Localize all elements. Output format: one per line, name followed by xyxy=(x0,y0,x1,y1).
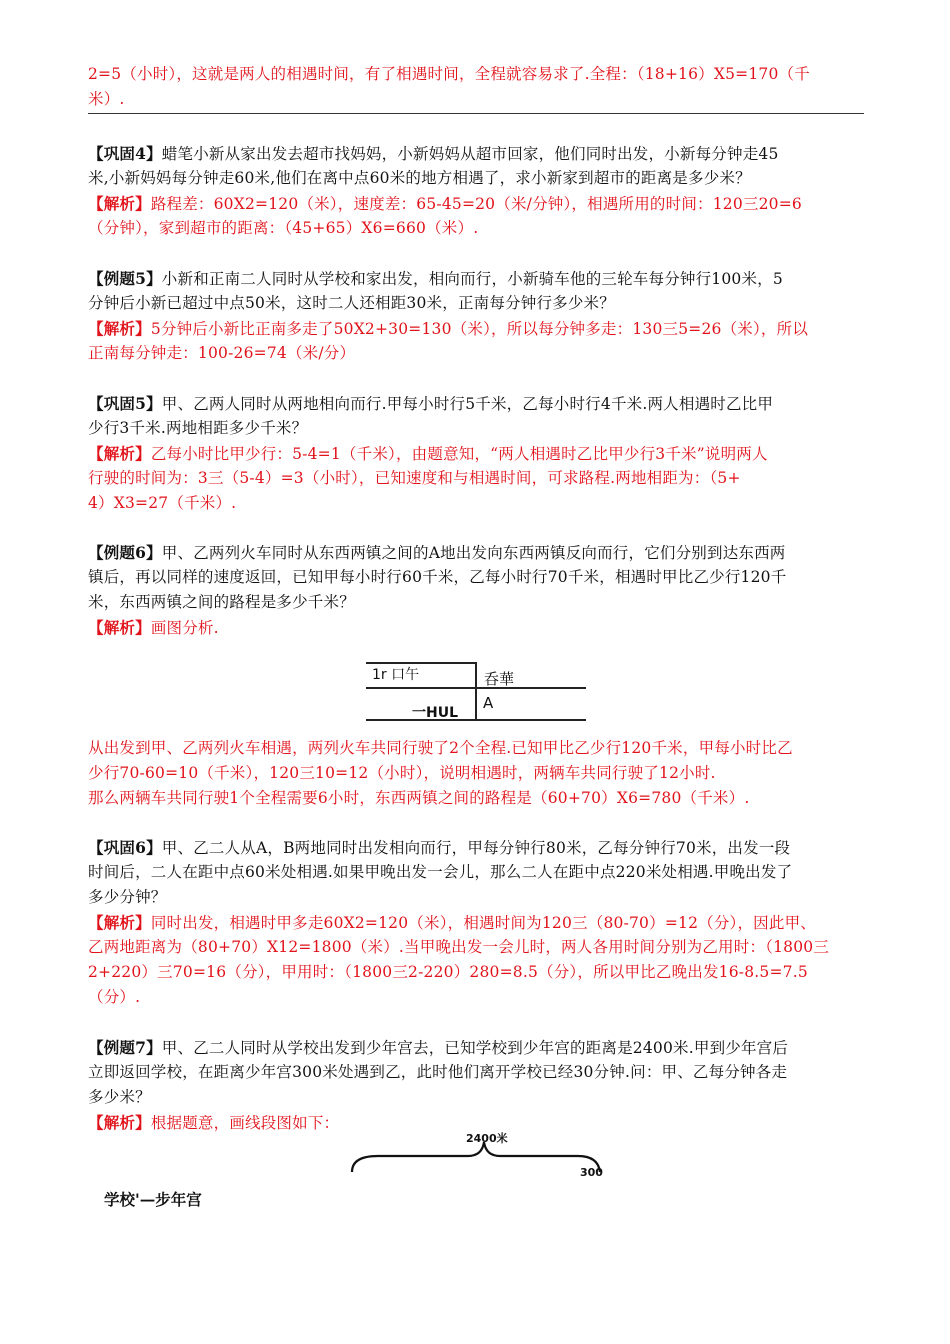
gonggu4-answer-tag: 【解析】 xyxy=(88,194,151,213)
liti7-a1: 根据题意，画线段图如下： xyxy=(150,1114,340,1132)
segment-diagram xyxy=(348,1132,604,1178)
liti6-question-line-1 xyxy=(88,540,864,566)
gonggu4-question-line-1 xyxy=(88,141,864,167)
liti6-solution-line-3: 那么两辆车共同行驶1个全程需要6小时，东西两镇之间的路程是（60+70）X6=780（千米）. xyxy=(88,789,750,807)
liti5-a1: 5分钟后小新比正南多走了50X2+30=130（米），所以每分钟多走：130三5=26（米），所以 xyxy=(150,320,809,338)
diagram-label-top-right: 呑華 xyxy=(484,670,515,688)
liti7-question-line-1 xyxy=(88,1035,864,1061)
diagram-label-a: A xyxy=(483,694,494,712)
gonggu6-question-line-2: 时间后，二人在距中点60米处相遇.如果甲晚出发一会儿，那么二人在距中点220米处相遇.甲晚出发了 xyxy=(88,863,793,881)
gonggu6-question-line-3: 多少分钟？ xyxy=(88,888,167,906)
gonggu6-answer-line-4: （分）. xyxy=(88,988,141,1006)
gonggu4-answer-line-2: （分钟），家到超市的距离：（45+65）X6=660（米）. xyxy=(88,219,479,237)
liti6-solution-line-1: 从出发到甲、乙两列火车相遇，两列火车共同行驶了2个全程.已知甲比乙少行120千米，甲每小时比乙 xyxy=(88,739,793,757)
liti6-solution-line-2: 少行70-60=10（千米），120三10=12（小时），说明相遇时，两辆车共同行驶了12小时. xyxy=(88,764,716,782)
gonggu4-q1: 蜡笔小新从家出发去超市找妈妈，小新妈妈从超市回家，他们同时出发，小新每分钟走45 xyxy=(161,145,779,163)
diagram-divider-line xyxy=(475,662,477,720)
gonggu6-a1: 同时出发，相遇时甲多走60X2=120（米），相遇时间为120三（80-70）=12（分），因此甲、 xyxy=(150,914,816,932)
liti6-a1: 画图分析. xyxy=(150,619,219,637)
gonggu6-answer-line-1 xyxy=(88,910,864,936)
gonggu4-answer-line-1 xyxy=(88,191,864,217)
gonggu5-answer-line-3: 4）X3=27（千米）. xyxy=(88,494,237,512)
segment-total-label: 2400米 xyxy=(466,1132,508,1145)
liti6-answer-tag: 【解析】 xyxy=(88,618,151,637)
diagram-label-top-left: 1r 口午 xyxy=(372,667,420,683)
liti5-answer-tag: 【解析】 xyxy=(88,319,151,338)
liti7-answer-tag: 【解析】 xyxy=(88,1113,151,1132)
liti6-answer-line-1 xyxy=(88,615,864,641)
liti6-question-line-2: 镇后，再以同样的速度返回，已知甲每小时行60千米，乙每小时行70千米，相遇时甲比乙少行120千 xyxy=(88,568,787,586)
gonggu6-answer-line-3: 2+220）三70=16（分），甲用时：（1800三2-220）280=8.5（分），所以甲比乙晚出发16-8.5=7.5 xyxy=(88,963,808,981)
liti7-question-line-2: 立即返回学校，在距离少年宫300米处遇到乙，此时他们离开学校已经30分钟.问：甲、乙每分钟各走 xyxy=(88,1063,788,1081)
gonggu5-a1: 乙每小时比甲少行：5-4=1（千米），由题意知，“两人相遇时乙比甲少行3千米”说明两人 xyxy=(150,445,768,463)
gonggu6-answer-tag: 【解析】 xyxy=(88,913,151,932)
gonggu4-question-line-2: 米,小新妈妈每分钟走60米,他们在离中点60米的地方相遇了，求小新家到超市的距离是多少米？ xyxy=(88,169,751,187)
liti5-tag: 【例题5】 xyxy=(88,269,162,288)
gonggu4-a1: 路程差：60X2=120（米），速度差：65-45=20（米/分钟），相遇所用的时间：120三20=6 xyxy=(150,195,802,213)
intro-line-2: 米）. xyxy=(88,90,125,108)
gonggu6-answer-line-2: 乙两地距离为（80+70）X12=1800（米）.当甲晚出发一会儿时，两人各用时间分别为乙用时：（1800三 xyxy=(88,938,830,956)
liti5-question-line-1 xyxy=(88,266,864,292)
gonggu6-q1: 甲、乙二人从A，B两地同时出发相向而行，甲每分钟行80米，乙每分钟行70米，出发一段 xyxy=(161,839,791,857)
diagram-label-bottom-left: 一HUL xyxy=(412,705,459,721)
divider-line xyxy=(88,113,864,114)
liti6-question-line-3: 米，东西两镇之间的路程是多少千米？ xyxy=(88,593,355,611)
gonggu6-tag: 【巩固6】 xyxy=(88,838,162,857)
gonggu5-question-line-2: 少行3千米.两地相距多少千米？ xyxy=(88,419,308,437)
liti7-q1: 甲、乙二人同时从学校出发到少年宫去，已知学校到少年宫的距离是2400米.甲到少年宫后 xyxy=(161,1039,789,1057)
liti6-q1: 甲、乙两列火车同时从东西两镇之间的A地出发向东西两镇反向而行，它们分别到达东西两 xyxy=(161,544,786,562)
train-diagram xyxy=(366,662,588,722)
gonggu4-tag: 【巩固4】 xyxy=(88,144,162,163)
liti5-q1: 小新和正南二人同时从学校和家出发，相向而行，小新骑车他的三轮车每分钟行100米，5 xyxy=(161,270,783,288)
segment-bottom-label: 学校'—步年宫 xyxy=(104,1190,202,1209)
gonggu5-q1: 甲、乙两人同时从两地相向而行.甲每小时行5千米，乙每小时行4千米.两人相遇时乙比甲 xyxy=(161,395,774,413)
liti5-answer-line-2: 正南每分钟走：100-26=74（米/分） xyxy=(88,344,356,362)
brace-path xyxy=(352,1142,600,1172)
gonggu5-question-line-1 xyxy=(88,391,864,417)
gonggu5-tag: 【巩固5】 xyxy=(88,394,162,413)
gonggu5-answer-tag: 【解析】 xyxy=(88,444,151,463)
liti7-tag: 【例题7】 xyxy=(88,1038,162,1057)
liti7-question-line-3: 多少米？ xyxy=(88,1088,151,1106)
gonggu5-answer-line-1 xyxy=(88,441,864,467)
gonggu5-answer-line-2: 行驶的时间为：3三（5-4）=3（小时），已知速度和与相遇时间，可求路程.两地相距为：（5+ xyxy=(88,469,741,487)
intro-line-1: 2=5（小时），这就是两人的相遇时间，有了相遇时间，全程就容易求了.全程：（18+16）X5=170（千 xyxy=(88,65,810,83)
liti5-question-line-2: 分钟后小新已超过中点50米，这时二人还相距30米，正南每分钟行多少米？ xyxy=(88,294,615,312)
segment-300-label: 300 xyxy=(580,1166,603,1179)
liti5-answer-line-1 xyxy=(88,316,864,342)
liti6-tag: 【例题6】 xyxy=(88,543,162,562)
gonggu6-question-line-1 xyxy=(88,835,864,861)
